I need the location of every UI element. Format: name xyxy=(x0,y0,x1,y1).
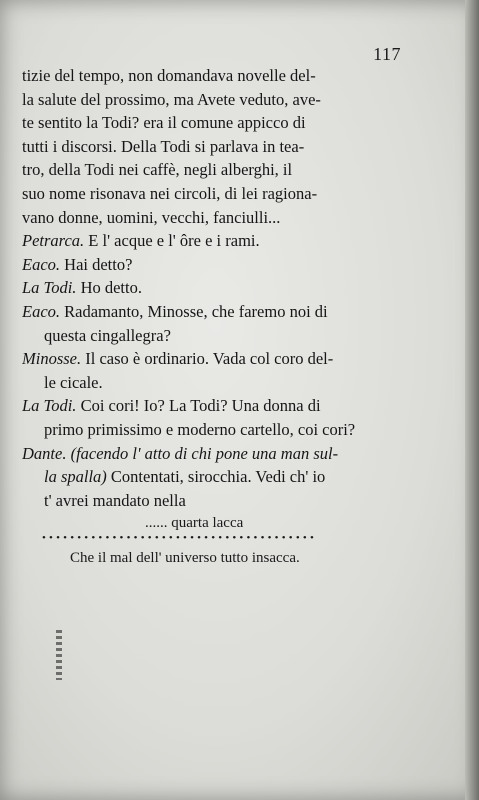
dialogue-line xyxy=(22,229,394,253)
dialogue-text: Radamanto, Minosse, che faremo noi di xyxy=(64,301,328,321)
dialogue-continuation: t' avrei mandato nella xyxy=(44,490,186,510)
verse-quote-second: Che il mal dell' universo tutto insacca. xyxy=(70,550,300,566)
speaker-name: La Todi. xyxy=(22,396,77,416)
dialogue-line xyxy=(22,394,394,418)
dots: ••••••••••••••••••••••••••••••••••••••• xyxy=(42,532,317,540)
text-line: tutti i discorsi. Della Todi si parlava in tea- xyxy=(22,136,305,156)
text-line: la salute del prossimo, ma Avete veduto, ave- xyxy=(22,89,321,109)
verse-text: quarta lacca xyxy=(171,515,244,531)
dialogue-text: Il caso è ordinario. Vada col coro del- xyxy=(85,349,334,369)
stage-direction: la spalla) xyxy=(44,467,107,487)
dialogue-text: Ho detto. xyxy=(80,278,142,298)
dialogue-continuation: le cicale. xyxy=(44,372,103,392)
dialogue-text: Hai detto? xyxy=(64,254,133,274)
ink-blot xyxy=(56,630,62,680)
dialogue-text: Coi cori! Io? La Todi? Una donna di xyxy=(80,396,321,416)
speaker-name: Minosse. xyxy=(22,349,82,369)
ellipsis-dots: ...... xyxy=(145,515,168,531)
dialogue-line xyxy=(22,347,394,371)
dialogue-line xyxy=(22,276,394,300)
dialogue-continuation xyxy=(22,465,394,489)
dialogue-text: Contentati, sirocchia. Vedi ch' io xyxy=(106,467,326,487)
text-line: tizie del tempo, non domandava novelle del- xyxy=(22,66,316,85)
dialogue-line xyxy=(22,442,394,466)
speaker-name: Eaco. xyxy=(22,301,61,321)
dotted-separator xyxy=(42,528,402,540)
text-line: suo nome risonava nei circoli, di lei ragiona- xyxy=(22,183,318,203)
text-line: tro, della Todi nei caffè, negli alberghi, il xyxy=(22,160,293,180)
page-number: 117 xyxy=(373,44,401,64)
dialogue-continuation: primo primissimo e moderno cartello, coi cori? xyxy=(44,419,356,439)
text-line: vano donne, uomini, vecchi, fanciulli... xyxy=(22,207,281,227)
dialogue-line xyxy=(22,253,394,277)
page-edge xyxy=(465,0,479,800)
dialogue-line xyxy=(22,300,394,324)
text-line: te sentito la Todi? era il comune appicco di xyxy=(22,113,306,133)
text-block xyxy=(22,64,394,512)
stage-direction: (facendo l' atto di chi pone una man sul- xyxy=(70,443,339,463)
speaker-name: Petrarca. xyxy=(22,231,85,251)
speaker-name: La Todi. xyxy=(22,278,77,298)
speaker-name: Eaco. xyxy=(22,254,61,274)
dialogue-text: E l' acque e l' ôre e i rami. xyxy=(88,231,260,251)
speaker-name: Dante. xyxy=(22,443,67,463)
dialogue-continuation: questa cingallegra? xyxy=(44,325,171,345)
